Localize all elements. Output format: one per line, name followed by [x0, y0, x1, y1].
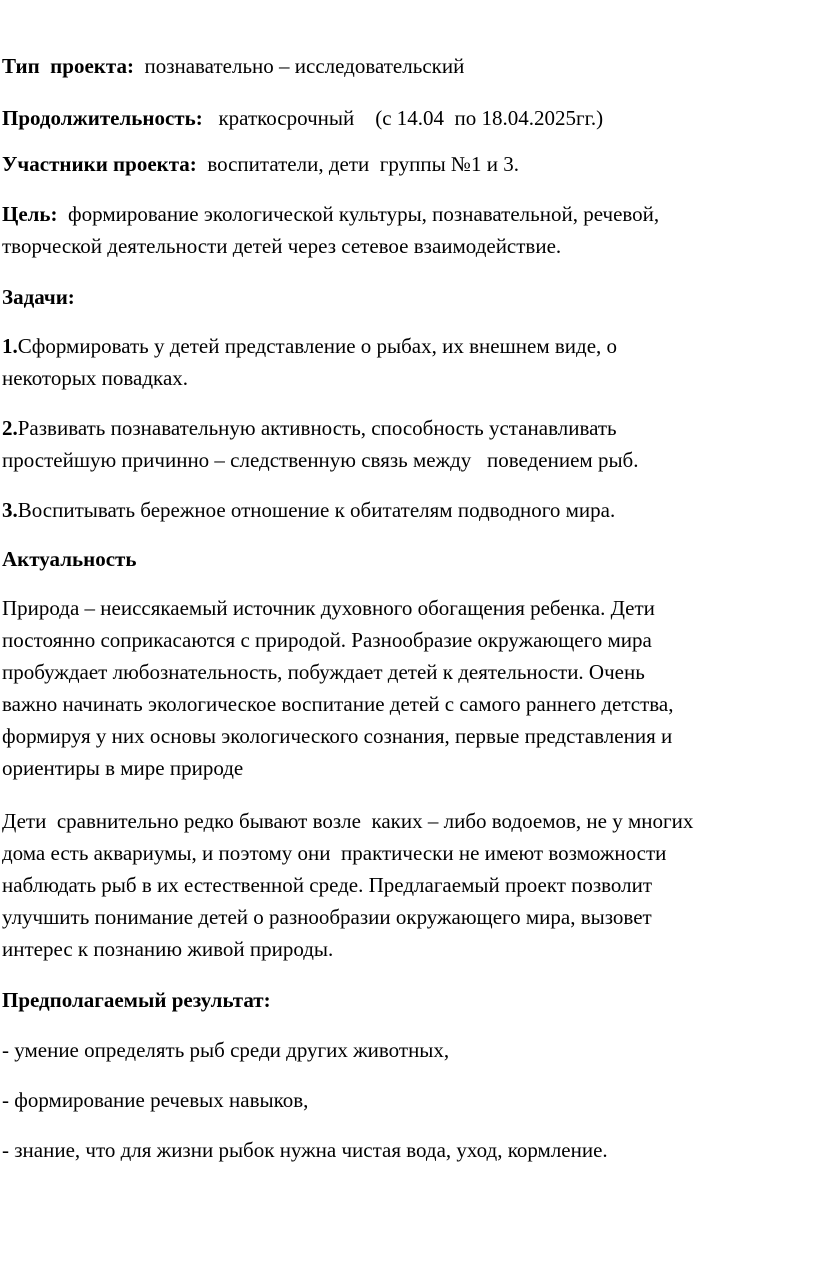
task-3-text-1: Воспитывать бережное отношение к обитателям подводного мира. — [17, 498, 616, 522]
relevance-p2-line-1: Дети сравнительно редко бывают возле каких – либо водоемов, не у многих — [2, 809, 694, 833]
task-1-line-2: некоторых повадках. — [2, 366, 189, 390]
relevance-p2-line-3: наблюдать рыб в их естественной среде. Предлагаемый проект позволит — [2, 873, 653, 897]
relevance-p2-line-5: интерес к познанию живой природы. — [2, 937, 334, 961]
relevance-p1-line-2: постоянно соприкасаются с природой. Разнообразие окружающего мира — [2, 628, 652, 652]
task-1-text-1: Сформировать у детей представление о рыбах, их внешнем виде, о — [17, 334, 618, 358]
participants-line — [2, 148, 519, 180]
goal-line-2: творческой деятельности детей через сетевое взаимодействие. — [2, 234, 562, 258]
task-2-line-1 — [2, 412, 617, 444]
tasks-heading: Задачи: — [2, 285, 75, 309]
duration-line — [2, 102, 603, 134]
project-type-label: Тип проекта: — [2, 54, 134, 78]
relevance-p1-line-3: пробуждает любознательность, побуждает детей к деятельности. Очень — [2, 660, 645, 684]
relevance-p1-line-1: Природа – неиссякаемый источник духовного обогащения ребенка. Дети — [2, 596, 655, 620]
goal-line-1 — [2, 198, 659, 230]
expected-result-item-2: - формирование речевых навыков, — [2, 1088, 309, 1112]
goal-text-1: формирование экологической культуры, познавательной, речевой, — [57, 202, 660, 226]
relevance-p2-line-2: дома есть аквариумы, и поэтому они практически не имеют возможности — [2, 841, 667, 865]
task-1-line-1 — [2, 330, 617, 362]
relevance-p2-line-4: улучшить понимание детей о разнообразии окружающего мира, вызовет — [2, 905, 652, 929]
relevance-p1-line-4: важно начинать экологическое воспитание детей с самого раннего детства, — [2, 692, 674, 716]
goal-label: Цель: — [2, 202, 58, 226]
task-2-number: 2. — [2, 416, 18, 440]
project-type-value: познавательно – исследовательский — [133, 54, 465, 78]
task-3-number: 3. — [2, 498, 18, 522]
participants-value: воспитатели, дети группы №1 и 3. — [196, 152, 519, 176]
project-type-line — [2, 50, 464, 82]
task-3-line-1 — [2, 494, 615, 526]
expected-result-item-1: - умение определять рыб среди других животных, — [2, 1038, 450, 1062]
relevance-p1-line-5: формируя у них основы экологического сознания, первые представления и — [2, 724, 673, 748]
expected-result-heading: Предполагаемый результат: — [2, 988, 271, 1012]
relevance-p1-line-6: ориентиры в мире природе — [2, 756, 244, 780]
task-1-number: 1. — [2, 334, 18, 358]
task-2-text-1: Развивать познавательную активность, способность устанавливать — [17, 416, 617, 440]
participants-label: Участники проекта: — [2, 152, 197, 176]
relevance-heading: Актуальность — [2, 547, 137, 571]
task-2-line-2: простейшую причинно – следственную связь между поведением рыб. — [2, 448, 639, 472]
expected-result-item-3: - знание, что для жизни рыбок нужна чистая вода, уход, кормление. — [2, 1138, 608, 1162]
duration-value: краткосрочный (с 14.04 по 18.04.2025гг.) — [202, 106, 604, 130]
duration-label: Продолжительность: — [2, 106, 203, 130]
